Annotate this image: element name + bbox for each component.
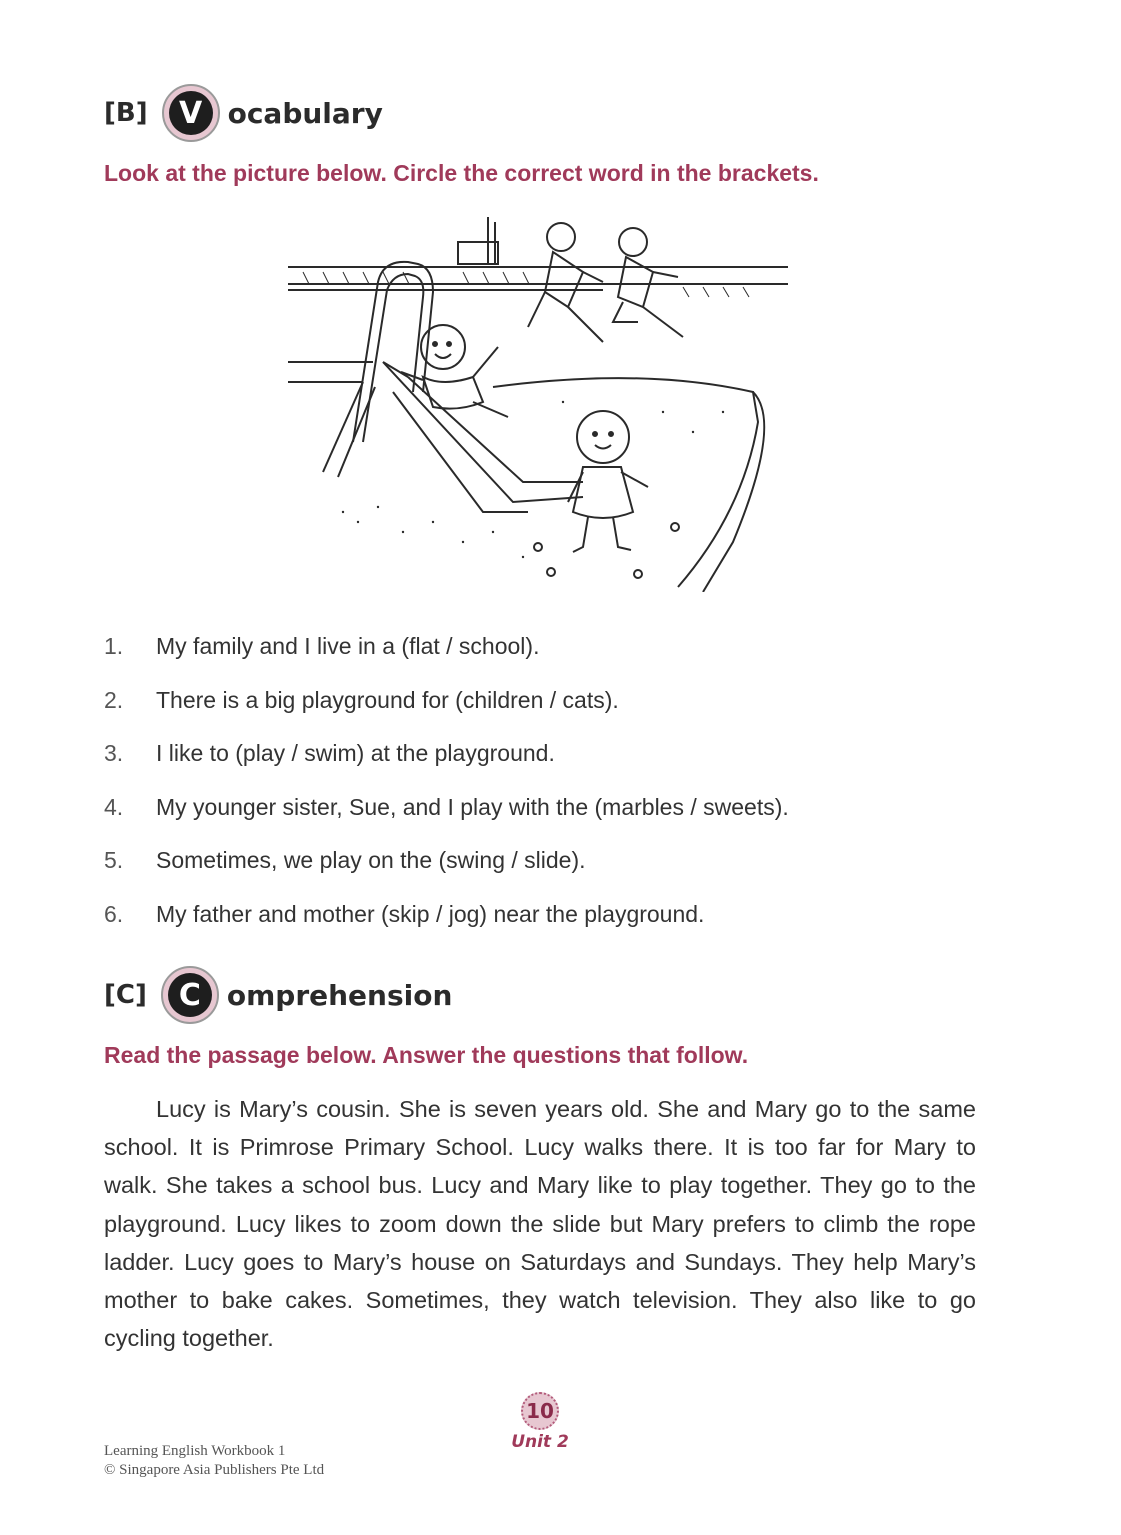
footer-credits	[104, 1442, 324, 1480]
list-item	[104, 727, 789, 781]
item-number: 4.	[104, 793, 124, 820]
item-number: 2.	[104, 686, 124, 713]
list-item	[104, 620, 789, 674]
section-title-rest: omprehension	[226, 978, 453, 1012]
letter-badge-c	[161, 966, 219, 1024]
item-number: 6.	[104, 900, 124, 927]
playground-illustration	[283, 212, 793, 592]
item-number: 3.	[104, 740, 124, 767]
item-text: There is a big playground for (children / cats).	[156, 686, 619, 713]
item-text: My father and mother (skip / jog) near the playground.	[156, 900, 705, 927]
section-title-rest: ocabulary	[227, 96, 383, 130]
vocabulary-items	[104, 620, 789, 941]
badge-letter: V	[169, 91, 213, 135]
item-text: My family and I live in a (flat / school).	[156, 633, 540, 660]
list-item	[104, 674, 789, 728]
vocabulary-instruction: Look at the picture below. Circle the correct word in the brackets.	[104, 160, 819, 186]
letter-badge-v	[162, 84, 220, 142]
page-badge	[505, 1392, 575, 1452]
copyright-notice: © Singapore Asia Publishers Pte Ltd	[104, 1462, 325, 1478]
book-title: Learning English Workbook 1	[104, 1443, 286, 1459]
badge-letter: C	[168, 973, 212, 1017]
item-text: Sometimes, we play on the (swing / slide).	[156, 847, 586, 874]
item-text: My younger sister, Sue, and I play with the (marbles / sweets).	[156, 793, 789, 820]
list-item	[104, 781, 789, 835]
section-tag-b: [B]	[104, 98, 148, 128]
item-number: 5.	[104, 847, 124, 874]
section-tag-c: [C]	[104, 980, 147, 1010]
list-item	[104, 888, 789, 942]
comprehension-heading	[104, 966, 452, 1024]
page-number: 10	[521, 1392, 559, 1430]
item-text: I like to (play / swim) at the playground.	[156, 740, 555, 767]
comprehension-passage: Lucy is Mary’s cousin. She is seven years old. She and Mary go to the same school. It is Primrose Primary School. Lucy walks there. It is too far for Mary to walk. She takes a school bus. Lucy and Mary like to play together. They go to the playground. Lucy likes to zoom down the slide but Mary prefers to climb the rope ladder. Lucy goes to Mary’s house on Saturdays and Sundays. They help Mary’s mother to bake cakes. Sometimes, they watch television. They also like to go cycling together.	[104, 1096, 976, 1352]
list-item	[104, 834, 789, 888]
unit-label: Unit 2	[511, 1432, 569, 1452]
item-number: 1.	[104, 633, 124, 660]
vocabulary-heading	[104, 84, 383, 142]
comprehension-instruction: Read the passage below. Answer the questions that follow.	[104, 1042, 749, 1068]
